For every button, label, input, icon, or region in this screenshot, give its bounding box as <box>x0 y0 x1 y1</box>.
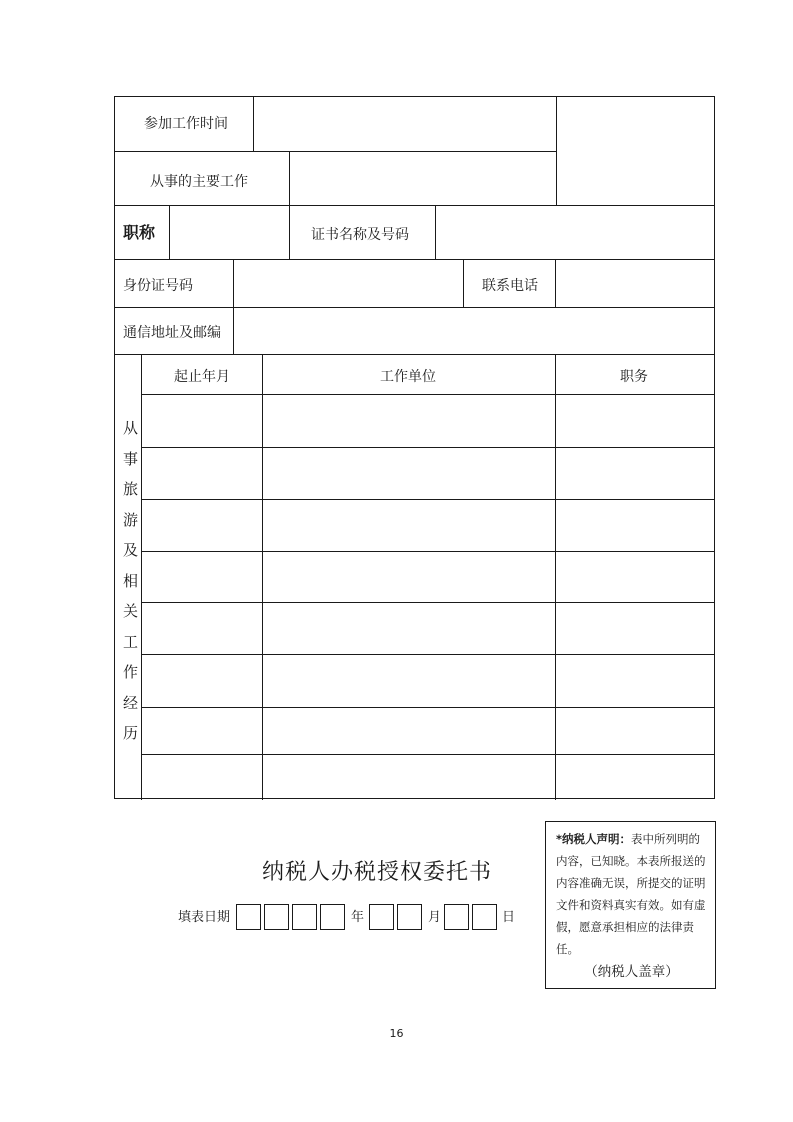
period-cell[interactable] <box>142 708 262 754</box>
work-unit-header: 工作单位 <box>380 369 436 385</box>
position-cell[interactable] <box>556 395 715 447</box>
vertical-char: 经 <box>123 693 139 712</box>
photo-area[interactable] <box>557 98 715 205</box>
vertical-char: 事 <box>123 449 139 468</box>
main-work-label: 从事的主要工作 <box>150 174 248 190</box>
position-cell[interactable] <box>556 755 715 800</box>
vertical-char: 相 <box>123 571 139 590</box>
phone-label: 联系电话 <box>482 278 538 294</box>
month-digit-box[interactable] <box>369 904 394 930</box>
work-unit-cell[interactable] <box>263 395 555 447</box>
period-cell[interactable] <box>142 755 262 800</box>
vertical-char: 旅 <box>123 480 139 498</box>
day-label: 日 <box>502 910 516 925</box>
declaration-text: 表中所列明的内容，已知晓。本表所报送的内容准确无误，所提交的证明文件和资料真实有效。如有虚假，愿意承担相应的法律责任。 <box>556 832 706 956</box>
vertical-char: 工 <box>123 632 139 651</box>
work-unit-cell[interactable] <box>263 655 555 707</box>
position-header: 职务 <box>620 369 648 385</box>
join-work-time-label: 参加工作时间 <box>144 116 228 132</box>
position-cell[interactable] <box>556 708 715 754</box>
vertical-char: 历 <box>123 724 139 742</box>
id-number-label: 身份证号码 <box>123 278 193 294</box>
position-cell[interactable] <box>556 655 715 707</box>
vertical-char: 从 <box>123 419 139 437</box>
address-field[interactable] <box>234 308 715 354</box>
month-digit-box[interactable] <box>397 904 422 930</box>
professional-title-label: 职称 <box>123 223 156 242</box>
vertical-char: 作 <box>123 663 139 681</box>
year-digit-box[interactable] <box>236 904 261 930</box>
position-cell[interactable] <box>556 448 715 499</box>
vertical-char: 游 <box>123 510 139 529</box>
phone-field[interactable] <box>556 260 715 307</box>
period-header: 起止年月 <box>174 369 230 385</box>
position-cell[interactable] <box>556 552 715 602</box>
page-number: 16 <box>389 1027 404 1040</box>
period-cell[interactable] <box>142 500 262 551</box>
experience-section-label <box>123 413 137 749</box>
day-digit-box[interactable] <box>472 904 497 930</box>
year-digit-box[interactable] <box>320 904 345 930</box>
period-cell[interactable] <box>142 448 262 499</box>
period-cell[interactable] <box>142 603 262 654</box>
position-cell[interactable] <box>556 603 715 654</box>
professional-title-field[interactable] <box>170 206 289 259</box>
work-unit-cell[interactable] <box>263 552 555 602</box>
main-work-field[interactable] <box>290 152 555 205</box>
taxpayer-stamp-label: （纳税人盖章） <box>584 964 679 980</box>
year-label: 年 <box>351 910 365 925</box>
declaration-heading: *纳税人声明： <box>556 832 632 846</box>
work-unit-cell[interactable] <box>263 708 555 754</box>
month-label: 月 <box>428 910 442 925</box>
year-digit-box[interactable] <box>292 904 317 930</box>
certificate-label: 证书名称及号码 <box>311 227 409 243</box>
certificate-field[interactable] <box>436 206 715 259</box>
work-unit-cell[interactable] <box>263 500 555 551</box>
id-number-field[interactable] <box>234 260 463 307</box>
work-unit-cell[interactable] <box>263 448 555 499</box>
period-cell[interactable] <box>142 395 262 447</box>
address-label: 通信地址及邮编 <box>123 325 221 341</box>
year-digit-box[interactable] <box>264 904 289 930</box>
taxpayer-declaration-box <box>545 821 716 989</box>
day-digit-box[interactable] <box>444 904 469 930</box>
work-unit-cell[interactable] <box>263 603 555 654</box>
vertical-char: 及 <box>123 541 139 559</box>
period-cell[interactable] <box>142 655 262 707</box>
position-cell[interactable] <box>556 500 715 551</box>
vertical-char: 关 <box>123 602 139 620</box>
authorization-title: 纳税人办税授权委托书 <box>262 860 493 885</box>
join-work-time-field[interactable] <box>254 98 555 151</box>
fill-date-label: 填表日期 <box>178 910 231 925</box>
period-cell[interactable] <box>142 552 262 602</box>
work-unit-cell[interactable] <box>263 755 555 800</box>
personal-info-form <box>114 96 715 799</box>
